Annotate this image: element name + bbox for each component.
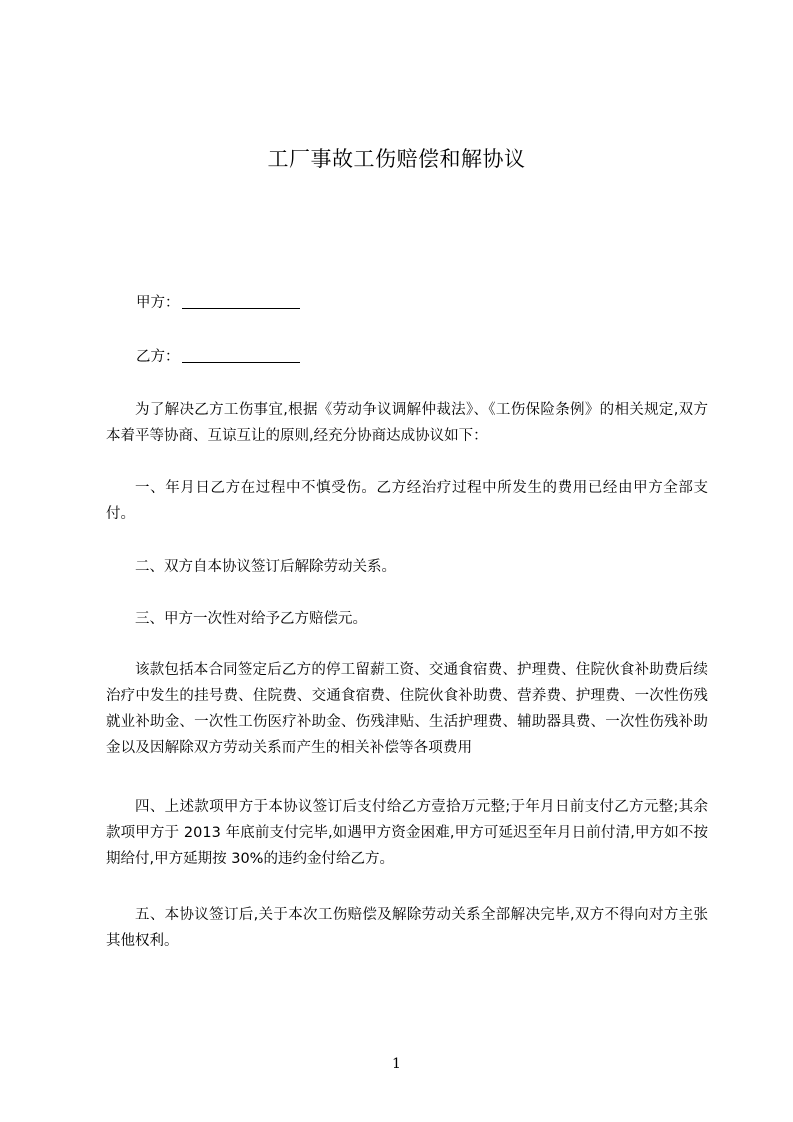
- clause-5-paragraph: 五、本协议签订后,关于本次工伤赔偿及解除劳动关系全部解决完毕,双方不得向对方主张其他权利。: [106, 907, 708, 949]
- document-title: 工厂事故工伤赔偿和解协议: [267, 147, 526, 171]
- party-a-blank: [182, 293, 300, 309]
- party-b-label: 乙方：: [136, 349, 180, 365]
- party-b-blank: [182, 347, 300, 363]
- compensation-details-paragraph: 该款包括本合同签定后乙方的停工留薪工资、交通食宿费、护理费、住院伙食补助费后续治疗中发生的挂号费、住院费、交通食宿费、住院伙食补助费、营养费、护理费、一次性伤残就业补助金、一次性工伤医疗补助金、伤残津贴、生活护理费、辅助器具费、一次性伤残补助金以及因解除双方劳动关系而产生的相关补偿等各项费用: [106, 662, 708, 756]
- clause-1-paragraph: 一、年月日乙方在过程中不慎受伤。乙方经治疗过程中所发生的费用已经由甲方全部支付。: [106, 480, 708, 522]
- party-b-line: [136, 345, 300, 366]
- preamble-paragraph: 为了解决乙方工伤事宜,根据《劳动争议调解仲裁法》、《工伤保险条例》的相关规定,双方本着平等协商、互谅互让的原则,经充分协商达成协议如下：: [106, 402, 708, 444]
- clause-3-paragraph: 三、甲方一次性对给予乙方赔偿元。: [135, 611, 367, 627]
- page-number: 1: [392, 1056, 401, 1072]
- clause-4-paragraph: 四、上述款项甲方于本协议签订后支付给乙方壹拾万元整;于年月日前支付乙方元整;其余款项甲方于 2013 年底前支付完毕,如遇甲方资金困难,甲方可延迟至年月日前付清,甲方如不按期给付,甲方延期按 30%的违约金付给乙方。: [106, 799, 708, 867]
- clause-2-paragraph: 二、双方自本协议签订后解除劳动关系。: [135, 559, 396, 575]
- party-a-line: [136, 291, 300, 312]
- party-a-label: 甲方：: [136, 295, 180, 311]
